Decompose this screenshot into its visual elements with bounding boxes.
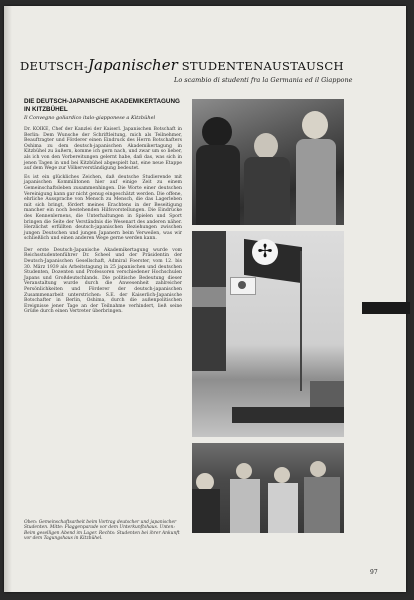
magazine-page [4,6,406,592]
title-suffix: STUDENTENAUSTAUSCH [177,59,344,73]
title-prefix: DEUTSCH- [20,59,88,73]
second-paragraph: Der erste Deutsch-Japanische Akademikertagung wurde vom Reichsstudentenführer Dr. Scheel und der Präsidentin der Deutsch-Japanischen Gesellschaft, Admiral Foerster, vom 12. bis 30. März 1939 als Arbeitstagung in 25 japanischen und deutschen Studenten, Dozenten und Professoren verschiedener Hochschulen Japans und Großdeutschlands. Die politische Bedeutung dieser Veranstaltung wurde durch die Anwesenheit zahlreicher Persönlichkeiten und Förderer der deutsch-japanischen Zusammenarbeit unterstrichen: S.E. der Kaiserlich-Japanische Botschafter in Berlin, Oshima, durch die außenpolitischen Ereignisse jener Tage an der Teilnahme verhindert, ließ seine Grüße durch einen Vertreter überbringen. [24,247,182,315]
photo-evening-gathering [192,443,344,533]
photo-caption: Oben: Gemeinschaftsarbeit beim Vortrag deutscher und japanischer Studenten. Mitte: Flaggenparade vor dem Unterkunftshaus. Unten: Beim geselligen Abend im Lager. Rechts: Studenten bei ihrer Ankunft vor dem Tagungshaus in Kitzbühel. [24,520,180,542]
flag-emblem-icon: ✢ [252,239,278,265]
body-paragraph: Es ist ein glückliches Zeichen, daß deutsche Studierende mit japanischen Kommilitonen hier auf einige Zeit zu einem Gemeinschaftsleben zusammenhingen. Die Worte einer deutschen Vereinigung kann gar nicht genug eingeschätzt werden. Die offene, ehrliche Aussprache von Mensch zu Mensch, die das Lagerleben mit sich bringt, fördert meines Erachtens in der Beseitigung mancher ein noch bestehenden Hilfsvorstellungen. Die Eindrücke des Kennenlernens, die Unterhaltungen in Spielen und Sport bringen die Seite der Verständnis die Wesenart des anderen näher. Herzlichst erfüllten deutsch-japanischen Beziehungen zwischen jungen Deutschen und jungen Japanern beim Verweilen, was wir schließlich und einen anderen Wege gerne werden kann. [24,174,182,242]
page-number: 97 [370,569,378,576]
title-italic: Japanischer [87,56,178,74]
photo-flag-parade [192,231,344,437]
text-column [24,98,182,315]
page-subtitle: Lo scambio di studenti fra la Germania ed il Giappone [174,76,353,84]
page-title [20,56,380,74]
photo-column [192,99,344,539]
section-subheading: Il Convegno goliardico italo-giapponese a Kitzbühel [24,115,156,121]
page-gutter [4,6,12,592]
section-heading-line2: IN KITZBÜHEL [24,105,68,113]
page-tab-marker [362,302,410,314]
intro-paragraph: Dr. KOIKE, Chef der Kanzlei der Kaiserl. Japanischen Botschaft in Berlin: Dem Wunsche der Schriftleitung, mich als Teilnehmer, Beauftragter und Förderer einen Eindruck des Herrn Botschafters Oshima zu dem deutsch-japanischen Akademikertagung in Kitzbühel zu äußern, komme ich gern nach, und zwar um so lieber, als ich von den Vorbereitungen gelernt habe, daß das, was sich in jenen Tagen in und bei Kitzbühel abgespielt hat, eine neue Etappe auf dem Wege zur Völkerverständigung bedeutet. [24,127,182,172]
section-heading-line1: DIE DEUTSCH-JAPANISCHE AKADEMIKERTAGUNG [24,98,180,105]
photo-students-group [192,99,344,225]
